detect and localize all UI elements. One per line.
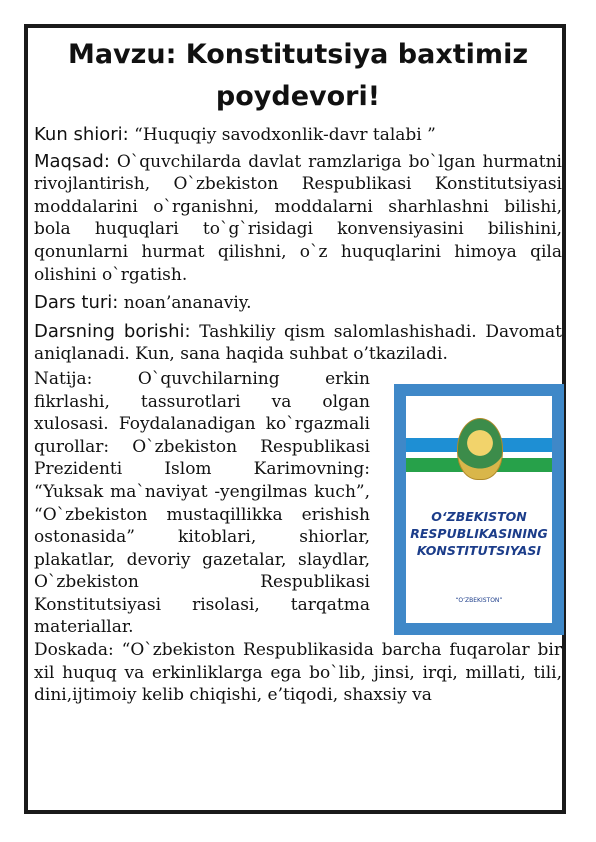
- document-body: [34, 34, 562, 707]
- dars-turi-text: noan’ananaviy.: [123, 293, 252, 314]
- maqsad-text: O`quvchilarda davlat ramzlariga bo`lgan hurmatni rivojlantirish, O`zbekiston Respublikasi Konstitutsiyasi moddalarini o`rganishni, moddalarni sharhlashni bilishi, bola huquqlari to`g`risidagi konvensiyasini bilishini, qonunlarni hurmat qilishni, o`z huquqlarini himoya qila olishini o`rgatish.: [34, 151, 562, 285]
- maqsad-label: Maqsad:: [34, 150, 110, 172]
- darsning-borishi-text: Tashkiliy qism salomlashishadi. Davomat aniqlanadi. Kun, sana haqida suhbat o’tkaziladi.: [34, 321, 563, 365]
- book-title: O‘ZBEKISTON RESPUBLIKASINING KONSTITUTSIYASI: [410, 508, 548, 558]
- dars-turi: [34, 292, 562, 315]
- constitution-book-image: [394, 384, 564, 635]
- dars-turi-label: Dars turi:: [34, 292, 119, 314]
- natija-text: Natija: O`quvchilarning erkin fikrlashi, tassurotlari va olgan xulosasi. Foydalanadigan ko`rgazmali qurollar: O`zbekiston Respublikasi Prezidenti Islom Karimovning: “Yuksak ma`naviyat -yengilmas kuch”, “O`zbekiston mustaqillikka erishish ostonasida” kitoblari, shiorlar, plakatlar, devoriy gazetalar, slaydlar, O`zbekiston Respublikasi Konstitutsiyasi risolasi, tarqatma materiallar.: [34, 368, 370, 638]
- maqsad: [34, 151, 562, 287]
- book-publisher: “O‘ZBEKISTON”: [455, 597, 503, 605]
- kun-shiori-text: “Huquqiy savodxonlik-davr talabi ”: [134, 125, 436, 145]
- book-cover: [406, 396, 552, 623]
- kun-shiori-label: Kun shiori:: [34, 124, 129, 145]
- darsning-borishi: [34, 321, 562, 366]
- darsning-borishi-label: Darsning borishi:: [34, 320, 191, 342]
- kun-shiori: [34, 124, 562, 147]
- uzbekistan-emblem-icon: [457, 418, 503, 480]
- doskada: Doskada: “O`zbekiston Respublikasida barcha fuqarolar bir xil huquq va erkinliklarga ega bo`lib, jinsi, irqi, millati, tili, dini,ijtimoiy kelib chiqishi, e’tiqodi, shaxsiy va: [34, 640, 562, 706]
- page-title: Mavzu: Konstitutsiya baxtimiz poydevori!: [67, 39, 529, 112]
- natija-section: [34, 368, 562, 639]
